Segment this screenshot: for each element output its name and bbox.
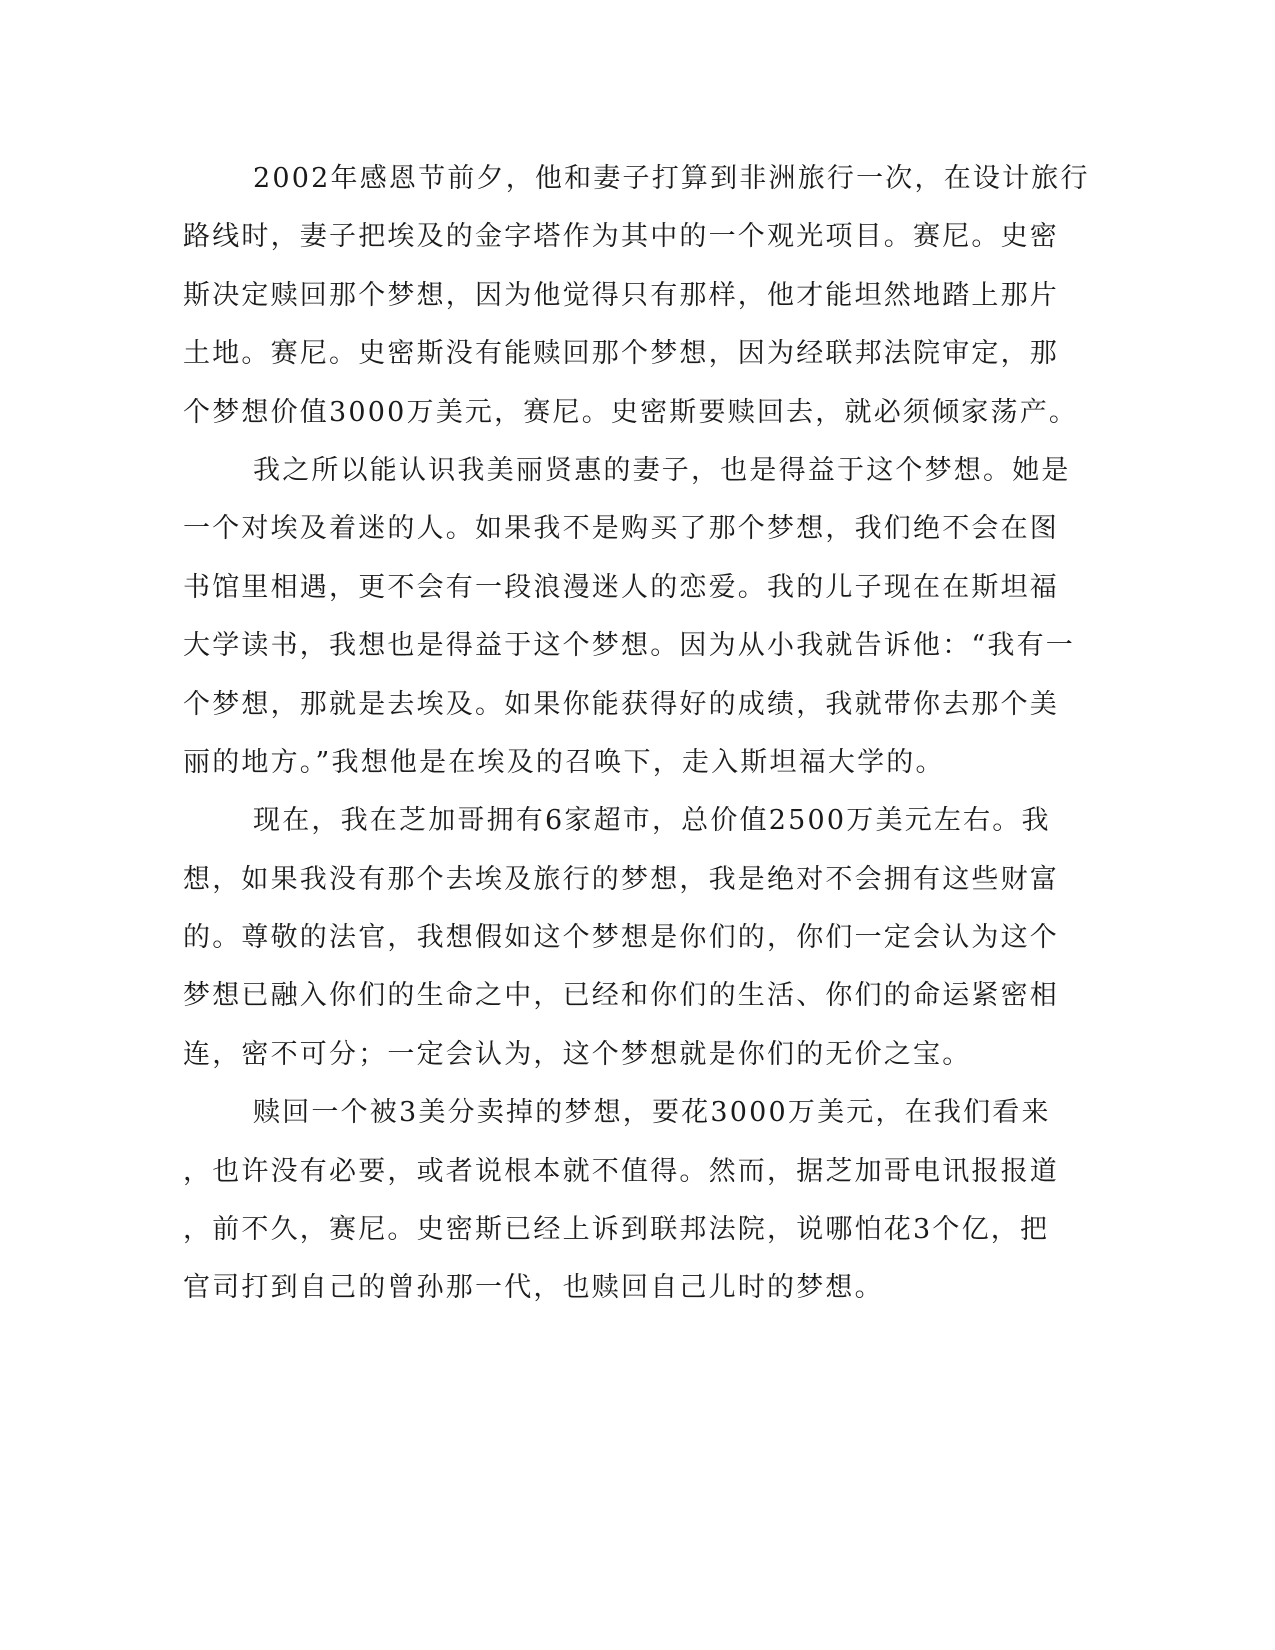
paragraph-1	[183, 150, 1090, 442]
text-line: 我之所以能认识我美丽贤惠的妻子，也是得益于这个梦想。她是	[253, 454, 1071, 486]
text-line: 土地。赛尼。史密斯没有能赎回那个梦想，因为经联邦法院审定，那	[183, 338, 1059, 370]
text-line: 梦想已融入你们的生命之中，已经和你们的生活、你们的命运紧密相	[183, 980, 1059, 1012]
text-line: 斯决定赎回那个梦想，因为他觉得只有那样，他才能坦然地踏上那片	[183, 279, 1059, 311]
text-line: 想，如果我没有那个去埃及旅行的梦想，我是绝对不会拥有这些财富	[183, 863, 1059, 895]
document-body	[183, 150, 1090, 1318]
text-line: 现在，我在芝加哥拥有6家超市，总价值2500万美元左右。我	[253, 805, 1051, 837]
text-line: 官司打到自己的曾孙那一代，也赎回自己儿时的梦想。	[183, 1272, 884, 1304]
text-line: 个梦想价值3000万美元，赛尼。史密斯要赎回去，就必须倾家荡产。	[183, 396, 1079, 428]
text-line: 2002年感恩节前夕，他和妻子打算到非洲旅行一次，在设计旅行	[253, 163, 1090, 194]
text-line: 一个对埃及着迷的人。如果我不是购买了那个梦想，我们绝不会在图	[183, 513, 1059, 545]
text-line: 丽的地方。”我想他是在埃及的召唤下，走入斯坦福大学的。	[183, 746, 945, 778]
text-line: ，也许没有必要，或者说根本就不值得。然而，据芝加哥电讯报报道	[183, 1155, 1059, 1187]
text-line: 连，密不可分；一定会认为，这个梦想就是你们的无价之宝。	[183, 1038, 972, 1070]
text-line: 路线时，妻子把埃及的金字塔作为其中的一个观光项目。赛尼。史密	[183, 221, 1059, 253]
text-line: ，前不久，赛尼。史密斯已经上诉到联邦法院，说哪怕花3个亿，把	[183, 1214, 1050, 1246]
paragraph-4	[183, 1084, 1059, 1318]
paragraph-2	[183, 442, 1076, 792]
text-line: 大学读书，我想也是得益于这个梦想。因为从小我就告诉他：“我有一	[183, 630, 1076, 662]
text-line: 赎回一个被3美分卖掉的梦想，要花3000万美元，在我们看来	[253, 1097, 1051, 1129]
paragraph-3	[183, 792, 1059, 1084]
text-line: 的。尊敬的法官，我想假如这个梦想是你们的，你们一定会认为这个	[183, 922, 1059, 954]
text-line: 书馆里相遇，更不会有一段浪漫迷人的恋爱。我的儿子现在在斯坦福	[183, 571, 1059, 603]
text-line: 个梦想，那就是去埃及。如果你能获得好的成绩，我就带你去那个美	[183, 688, 1059, 720]
